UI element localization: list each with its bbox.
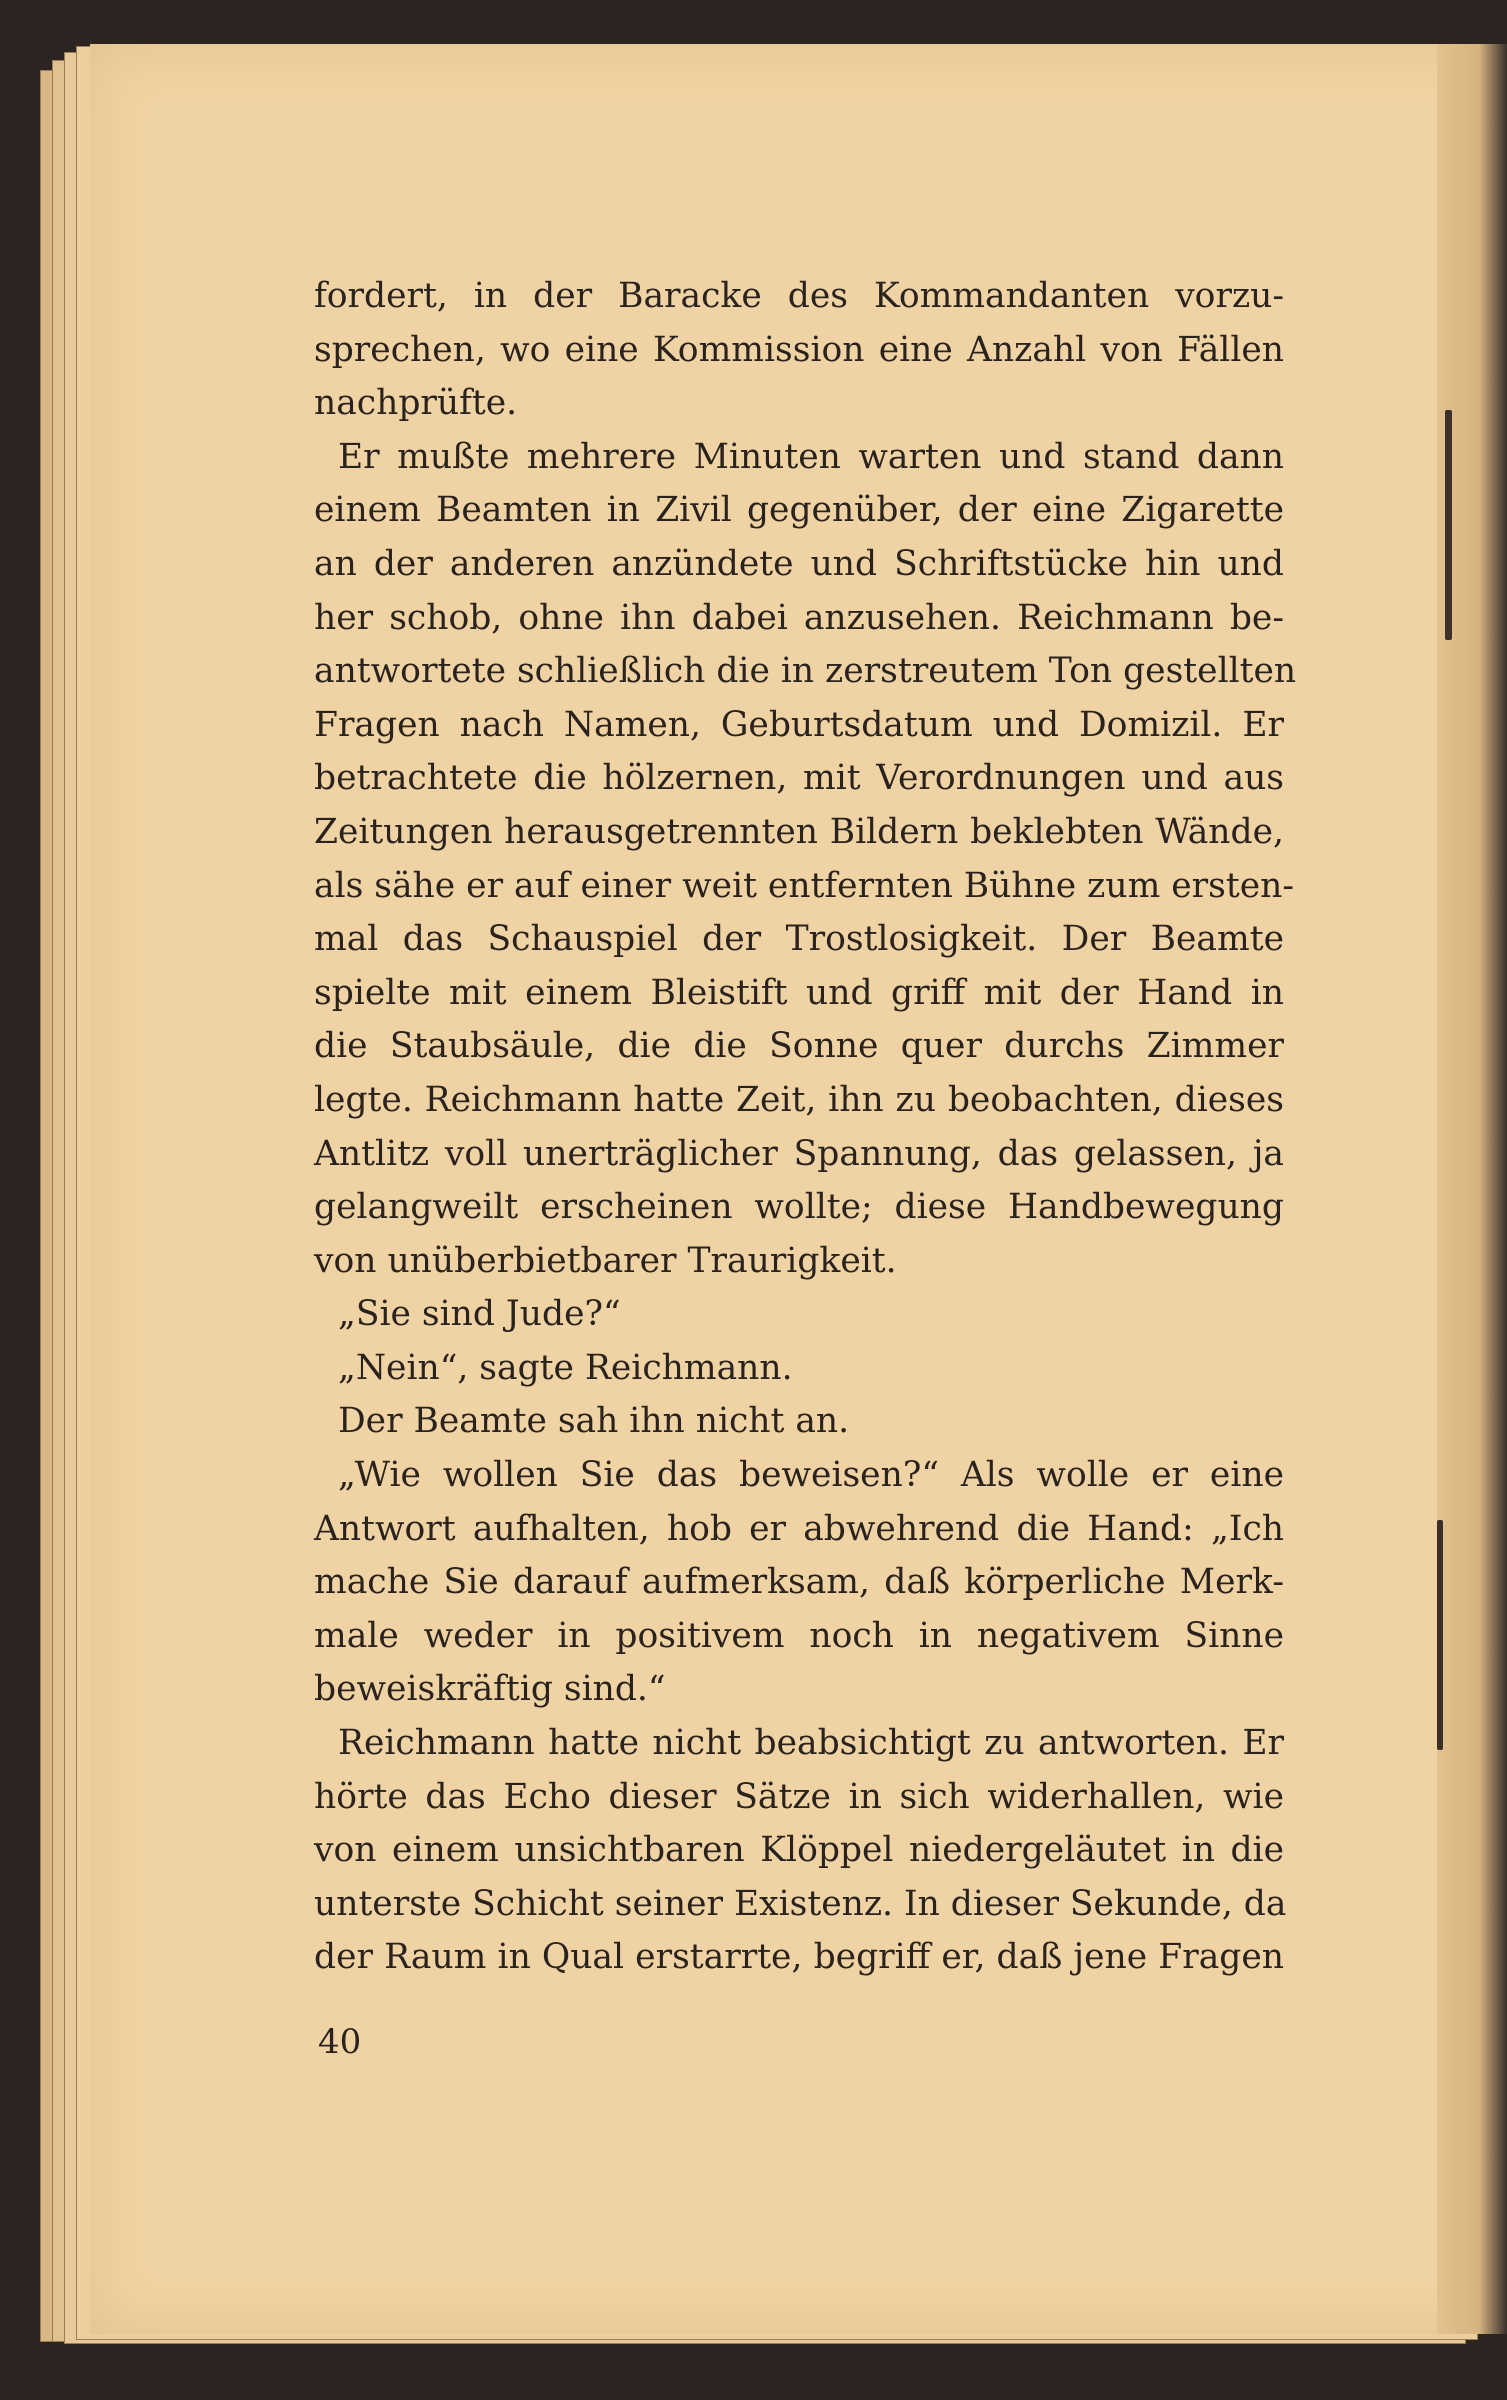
text-line: fordert, in der Baracke des Kommandanten vorzu- xyxy=(314,276,1284,316)
text-line: Fragen nach Namen, Geburtsdatum und Domizil. Er xyxy=(314,704,1284,745)
text-line: male weder in positivem noch in negativem Sinne xyxy=(314,1615,1284,1656)
text-line: Er mußte mehrere Minuten warten und stand dann xyxy=(338,436,1284,477)
text-line: hörte das Echo dieser Sätze in sich widerhallen, wie xyxy=(314,1776,1284,1817)
text-line: als sähe er auf einer weit entfernten Bühne zum ersten- xyxy=(314,865,1295,906)
text-line: sprechen, wo eine Kommission eine Anzahl von Fällen xyxy=(314,329,1284,370)
text-line: nachprüfte. xyxy=(314,383,518,424)
text-line: mal das Schauspiel der Trostlosigkeit. Der Beamte xyxy=(314,919,1284,960)
binding-mark xyxy=(1445,410,1452,640)
text-line: an der anderen anzündete und Schriftstücke hin und xyxy=(314,543,1284,584)
text-line: legte. Reichmann hatte Zeit, ihn zu beobachten, dieses xyxy=(314,1079,1284,1120)
text-line: „Sie sind Jude?“ xyxy=(338,1294,621,1335)
page-number: 40 xyxy=(318,2022,362,2062)
text-line: mache Sie darauf aufmerksam, daß körperliche Merk- xyxy=(314,1562,1284,1603)
body-text xyxy=(314,270,1297,1985)
text-line: Reichmann hatte nicht beabsichtigt zu antworten. Er xyxy=(338,1723,1284,1764)
text-line: antwortete schließlich die in zerstreutem Ton gestellten xyxy=(314,651,1297,692)
text-line: Antwort aufhalten, hob er abwehrend die Hand: „Ich xyxy=(314,1508,1284,1549)
book-gutter xyxy=(1437,44,1507,2334)
text-line: „Wie wollen Sie das beweisen?“ Als wolle er eine xyxy=(338,1455,1284,1496)
text-line: „Nein“, sagte Reichmann. xyxy=(338,1347,793,1388)
text-line: von unüberbietbarer Traurigkeit. xyxy=(314,1240,897,1281)
text-line: die Staubsäule, die die Sonne quer durchs Zimmer xyxy=(314,1026,1284,1067)
text-line: betrachtete die hölzernen, mit Verordnungen und aus xyxy=(314,758,1284,799)
text-line: her schob, ohne ihn dabei anzusehen. Reichmann be- xyxy=(314,597,1284,638)
text-line: beweiskräftig sind.“ xyxy=(314,1669,666,1710)
text-line: unterste Schicht seiner Existenz. In dieser Sekunde, da xyxy=(314,1883,1287,1924)
text-line: gelangweilt erscheinen wollte; diese Handbewegung xyxy=(314,1187,1284,1228)
text-line: Zeitungen herausgetrennten Bildern beklebten Wände, xyxy=(314,811,1284,852)
text-line: der Raum in Qual erstarrte, begriff er, daß jene Fragen xyxy=(314,1937,1284,1978)
text-line: Der Beamte sah ihn nicht an. xyxy=(338,1401,850,1442)
text-line: spielte mit einem Bleistift und griff mit der Hand in xyxy=(314,972,1284,1013)
binding-mark xyxy=(1437,1520,1443,1750)
text-line: von einem unsichtbaren Klöppel niedergeläutet in die xyxy=(314,1830,1284,1871)
text-line: Antlitz voll unerträglicher Spannung, das gelassen, ja xyxy=(314,1133,1284,1174)
text-line: einem Beamten in Zivil gegenüber, der eine Zigarette xyxy=(314,490,1284,531)
